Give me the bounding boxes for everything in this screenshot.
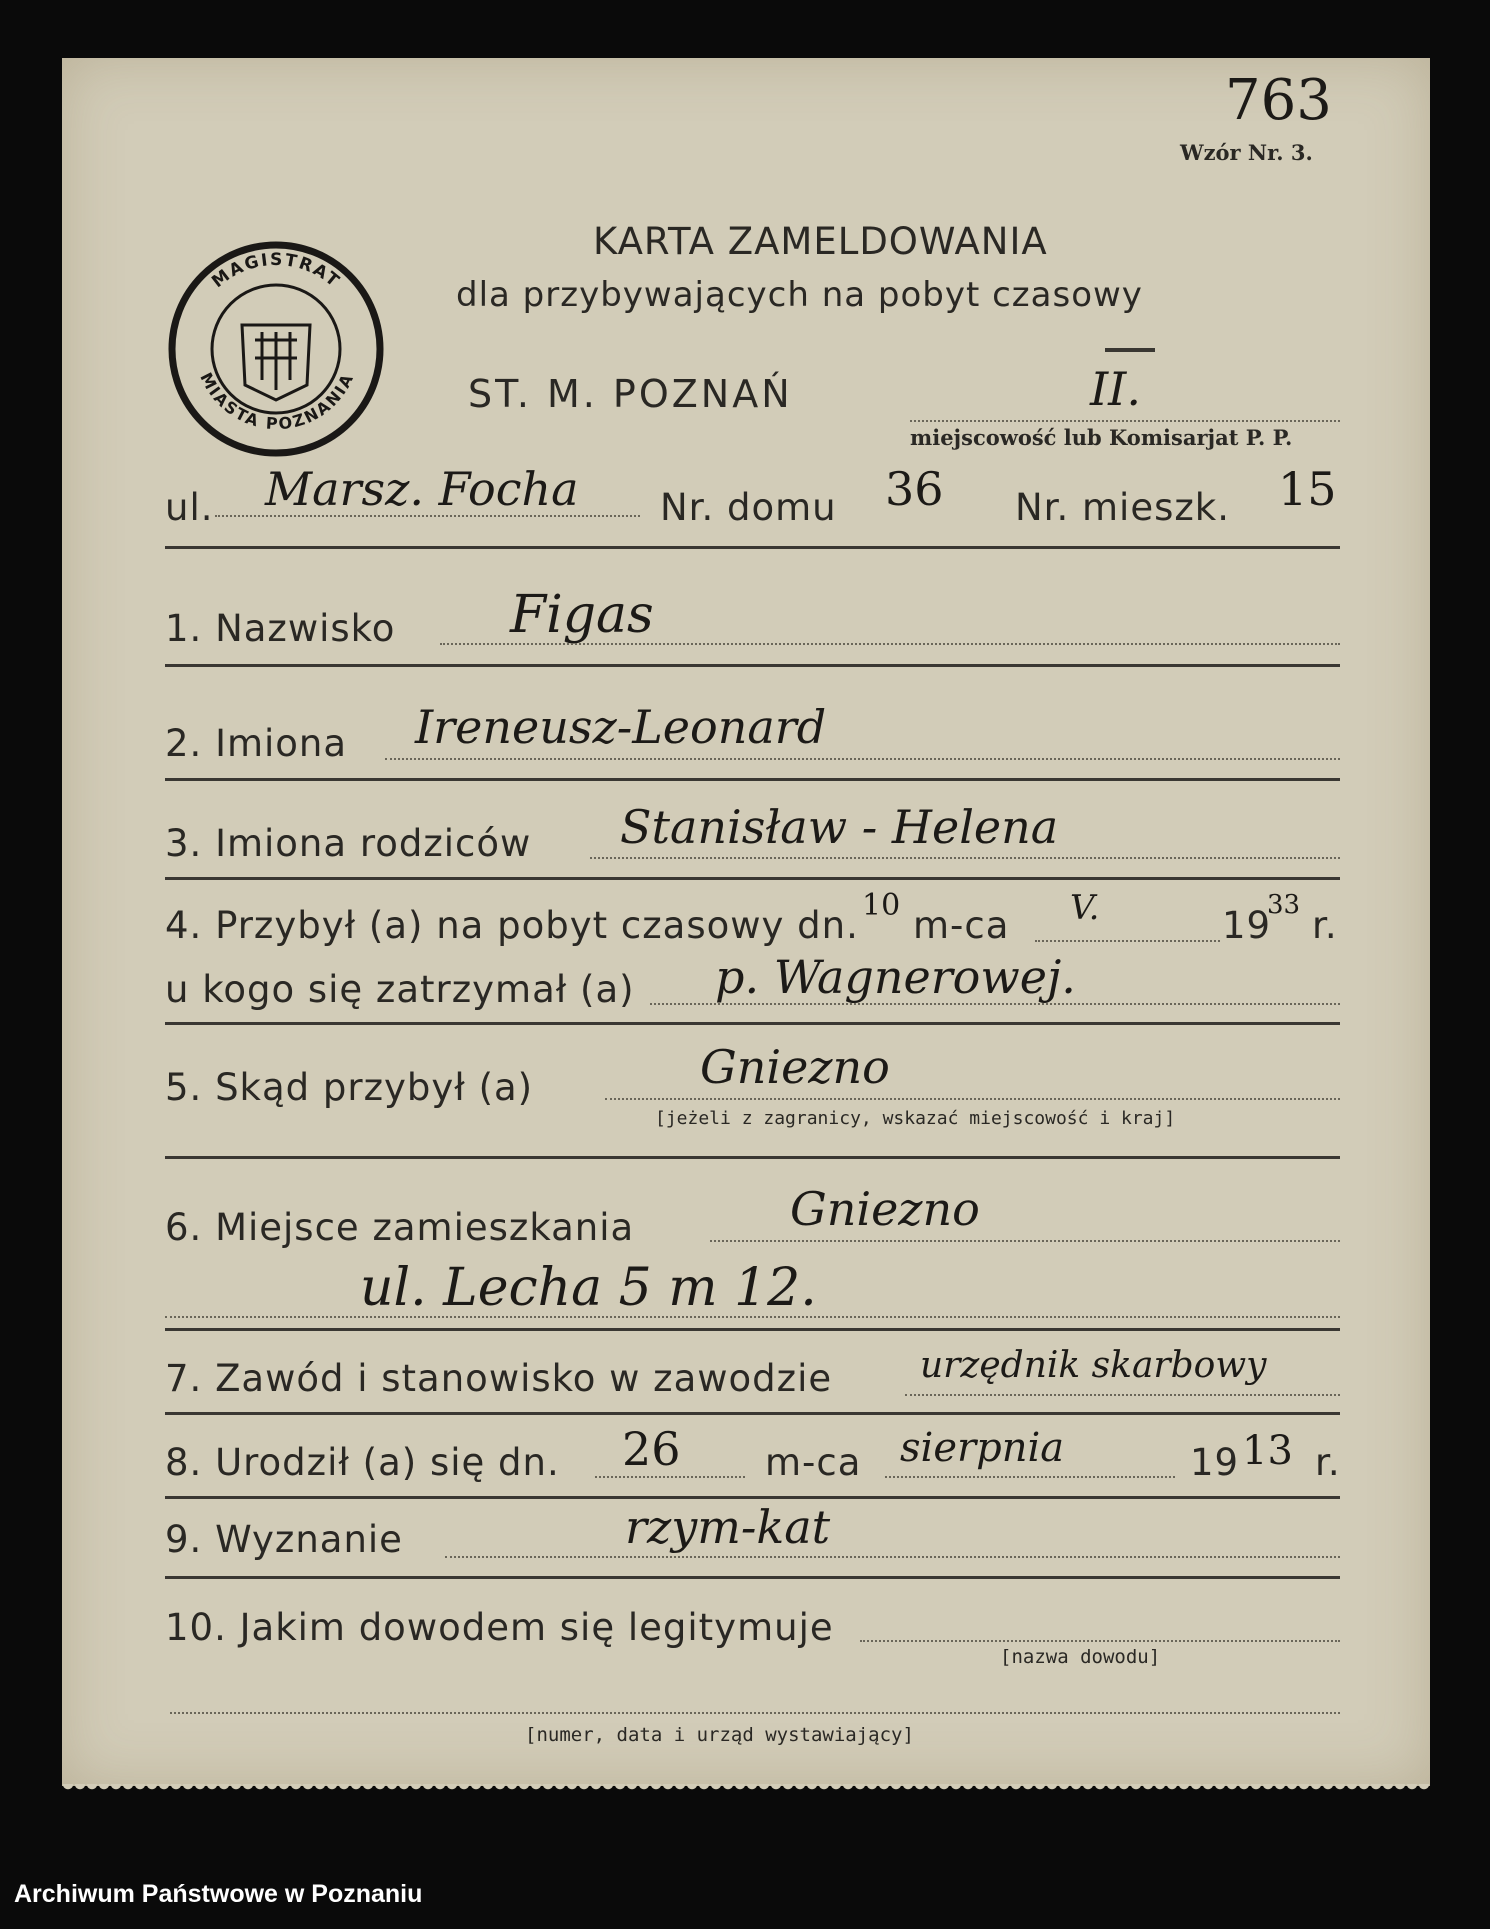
residence-value: Gniezno [790, 1182, 980, 1236]
staying-with-line [650, 1003, 1340, 1005]
form-subtitle: dla przybywających na pobyt czasowy [456, 275, 1143, 315]
given-names-line [385, 758, 1340, 760]
birth-year-prefix: 19 [1190, 1441, 1240, 1484]
birth-year-suffix: 13 [1242, 1428, 1293, 1474]
id-document-hint: [nazwa dowodu] [1000, 1646, 1161, 1668]
religion-line [445, 1556, 1340, 1558]
staying-with-value: p. Wagnerowej. [715, 950, 1076, 1004]
arrival-month-line [1035, 940, 1220, 942]
divider [165, 546, 1340, 549]
residence-line2 [165, 1316, 1340, 1318]
arrival-r: r. [1312, 904, 1338, 947]
archive-number: 763 [1225, 68, 1332, 133]
arrival-month: V. [1070, 888, 1100, 928]
street-label: ul. [165, 486, 214, 529]
divider [165, 1496, 1340, 1499]
commissariat-value: II. [1090, 362, 1141, 416]
magistrat-seal-icon [167, 240, 385, 458]
divider [165, 1412, 1340, 1415]
residence-line [710, 1240, 1340, 1242]
seal-text-bottom: MIASTA POZNANIA [196, 369, 358, 434]
arrived-from-line [605, 1098, 1340, 1100]
perforated-edge [62, 1784, 1430, 1794]
staying-with-label: u kogo się zatrzymał (a) [165, 968, 635, 1011]
divider [165, 1328, 1340, 1331]
seal-text-top: MAGISTRAT [208, 249, 345, 293]
divider [165, 1156, 1340, 1159]
birth-day-line [595, 1476, 745, 1478]
apartment-value: 15 [1278, 462, 1337, 516]
arrival-label: 4. Przybył (a) na pobyt czasowy dn. [165, 904, 859, 947]
surname-label: 1. Nazwisko [165, 607, 396, 650]
residence-value-line2: ul. Lecha 5 m 12. [360, 1258, 817, 1318]
house-value: 36 [885, 462, 944, 516]
birth-label: 8. Urodził (a) się dn. [165, 1441, 560, 1484]
birth-day: 26 [622, 1422, 681, 1476]
occupation-value: urzędnik skarbowy [920, 1345, 1267, 1386]
street-value: Marsz. Focha [265, 462, 579, 516]
divider [165, 877, 1340, 880]
divider [165, 1576, 1340, 1579]
arrived-from-hint: [jeżeli z zagranicy, wskazać miejscowość i kraj] [655, 1108, 1176, 1129]
arrival-year-prefix: 19 [1222, 904, 1272, 947]
birth-month-label: m-ca [765, 1441, 862, 1484]
arrival-year-suffix: 33 [1267, 890, 1301, 920]
model-number: Wzór Nr. 3. [1180, 140, 1313, 165]
commissariat-overline [1105, 348, 1155, 352]
id-details-hint: [numer, data i urząd wystawiający] [525, 1724, 914, 1746]
divider [165, 664, 1340, 667]
city-label: ST. M. POZNAŃ [468, 372, 793, 416]
divider [165, 1022, 1340, 1025]
religion-value: rzym-kat [625, 1500, 831, 1554]
parents-names-label: 3. Imiona rodziców [165, 822, 532, 865]
religion-label: 9. Wyznanie [165, 1518, 403, 1561]
id-document-line [860, 1640, 1340, 1642]
surname-value: Figas [510, 585, 654, 645]
birth-r: r. [1315, 1441, 1341, 1484]
id-details-line [170, 1712, 1340, 1714]
surname-line [440, 643, 1340, 645]
commissariat-caption: miejscowość lub Komisarjat P. P. [910, 425, 1293, 450]
divider [165, 778, 1340, 781]
arrived-from-value: Gniezno [700, 1040, 890, 1094]
house-label: Nr. domu [660, 486, 837, 529]
occupation-label: 7. Zawód i stanowisko w zawodzie [165, 1357, 833, 1400]
birth-month-line [885, 1476, 1175, 1478]
given-names-label: 2. Imiona [165, 722, 348, 765]
archive-name: Archiwum Państwowe w Poznaniu [14, 1880, 423, 1908]
arrived-from-label: 5. Skąd przybył (a) [165, 1066, 534, 1109]
arrival-month-label: m-ca [913, 904, 1010, 947]
occupation-line [905, 1394, 1340, 1396]
parents-names-value: Stanisław - Helena [620, 800, 1059, 854]
street-line [215, 515, 640, 517]
residence-label: 6. Miejsce zamieszkania [165, 1206, 635, 1249]
parents-names-line [590, 857, 1340, 859]
id-document-label: 10. Jakim dowodem się legitymuje [165, 1606, 834, 1649]
apartment-label: Nr. mieszk. [1015, 486, 1230, 529]
form-title: KARTA ZAMELDOWANIA [593, 220, 1048, 263]
given-names-value: Ireneusz-Leonard [415, 700, 827, 754]
birth-month: sierpnia [900, 1425, 1065, 1471]
commissariat-line [910, 420, 1340, 422]
arrival-day: 10 [862, 888, 901, 923]
